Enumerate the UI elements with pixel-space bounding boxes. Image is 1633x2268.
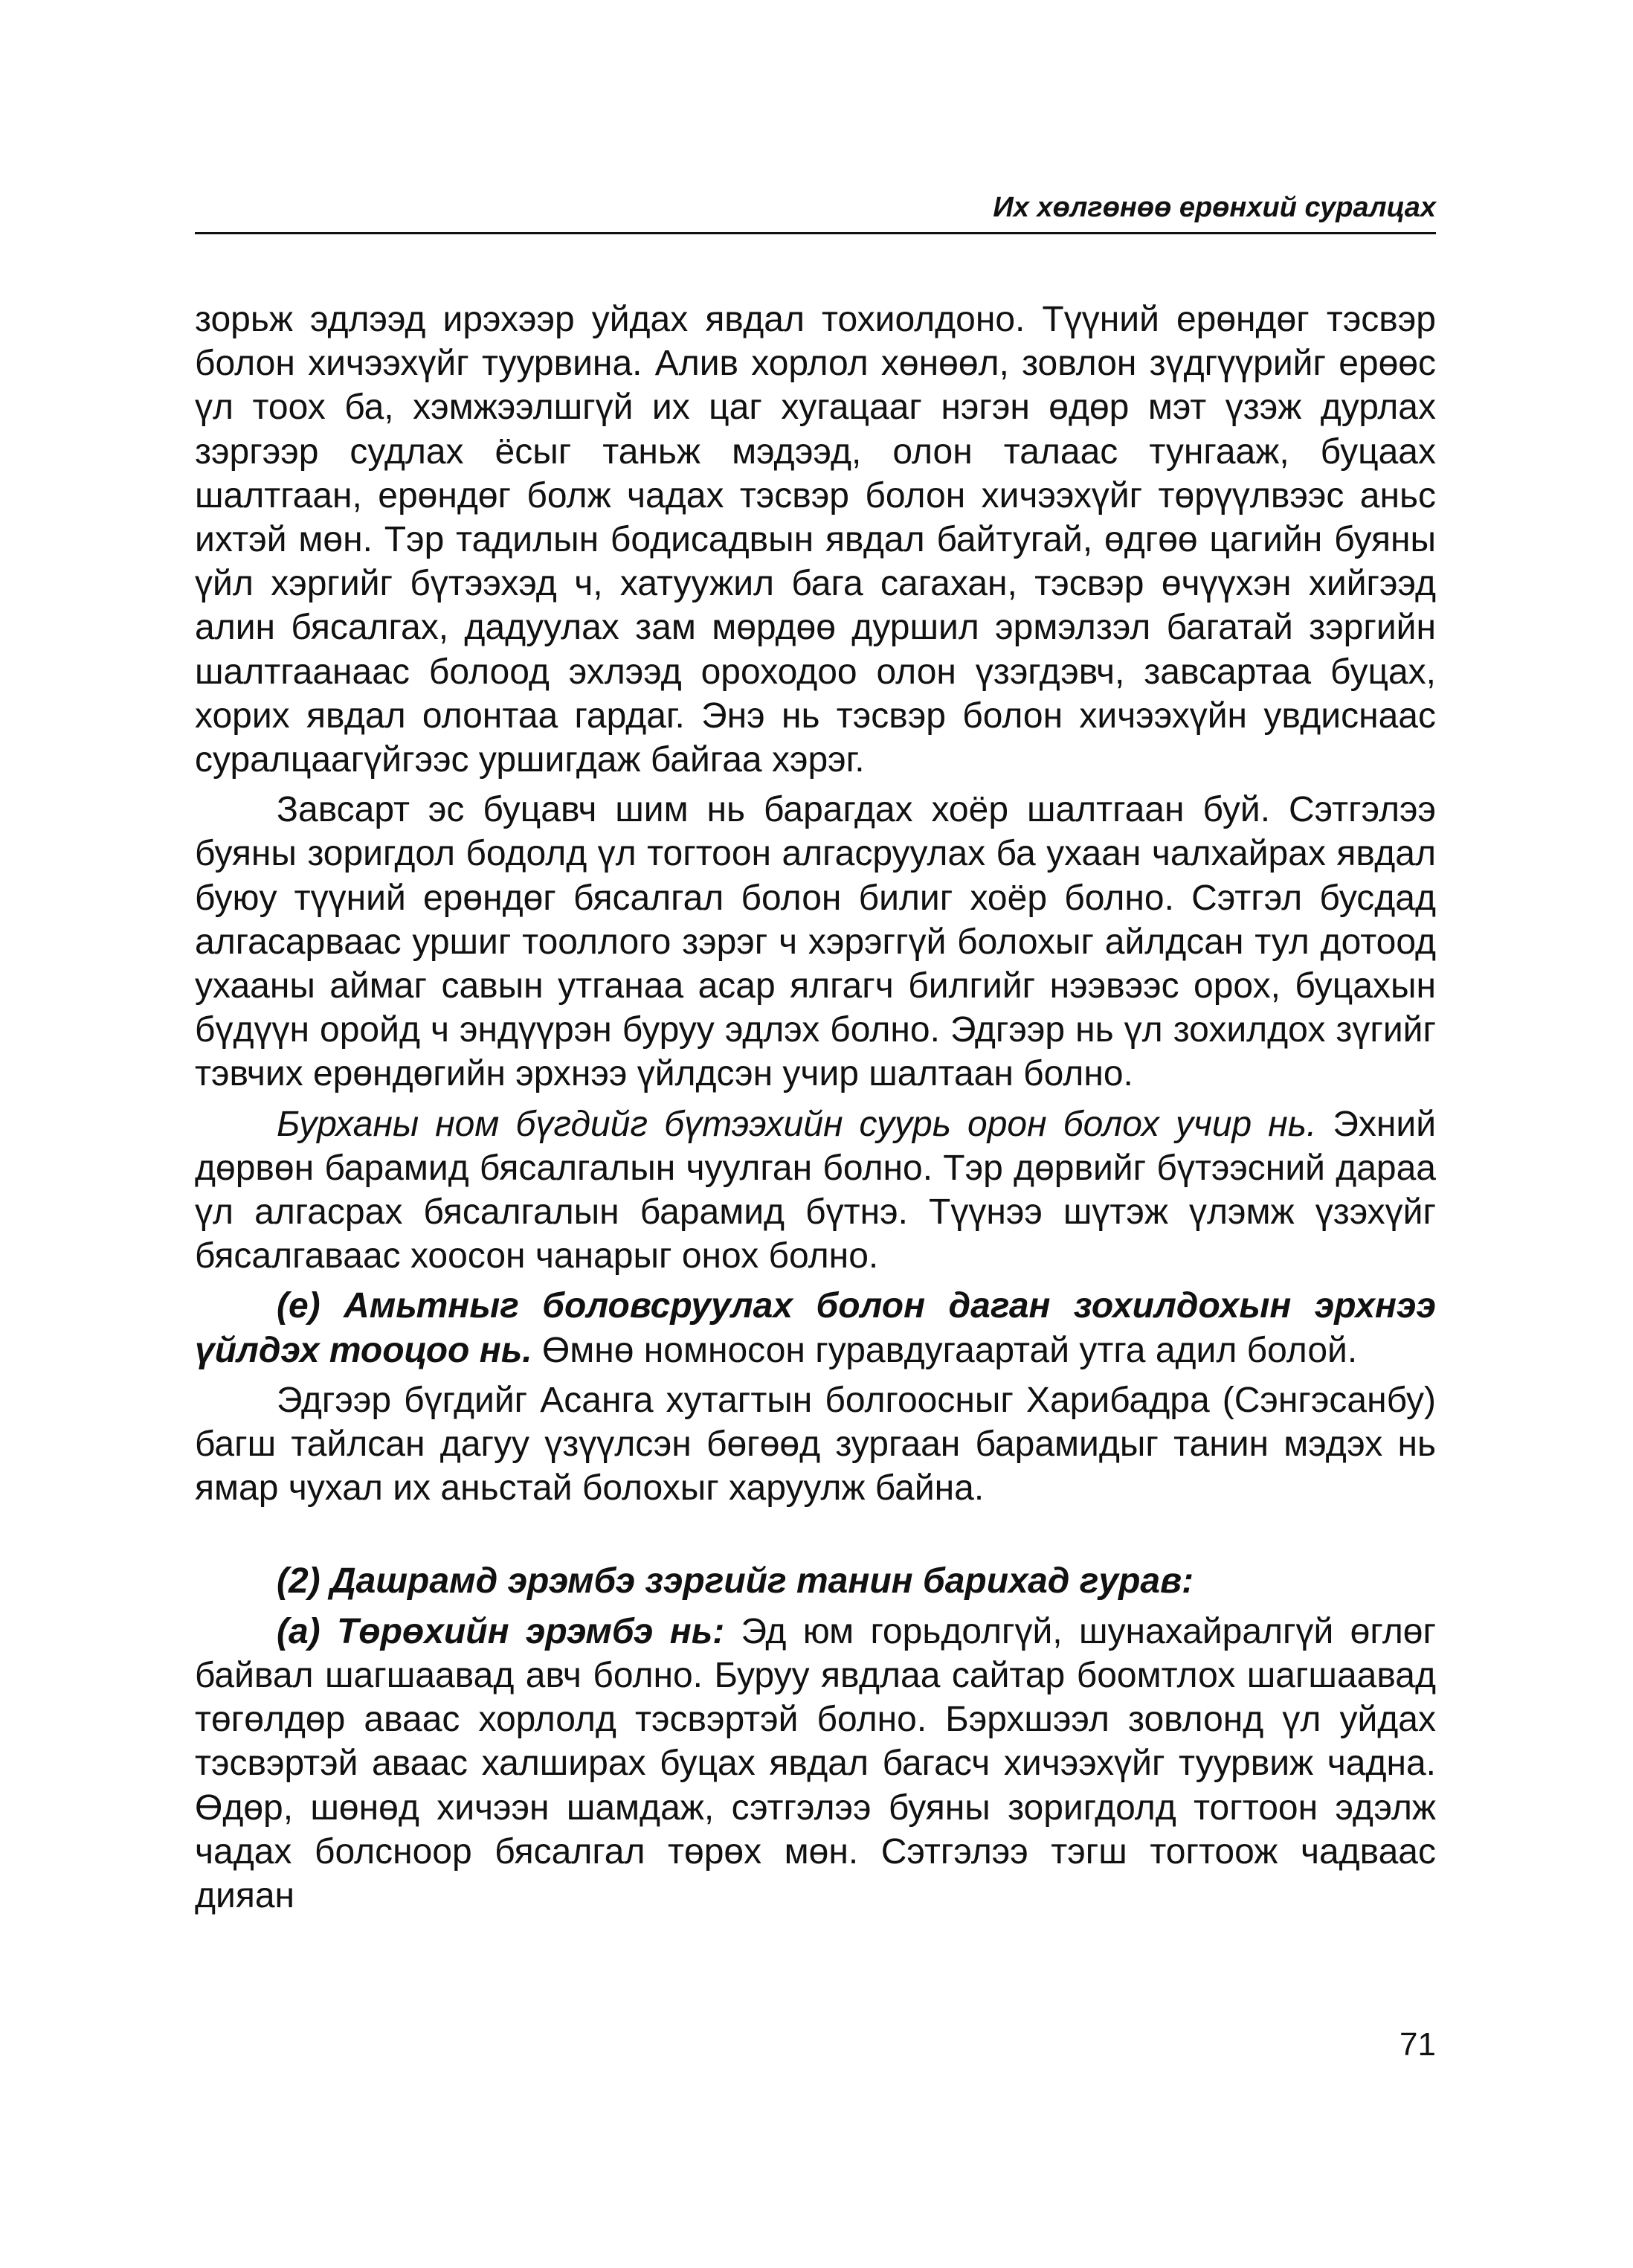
paragraph-1: зорьж эдлээд ирэхээр уйдах явдал тохиолдоно. Түүний ерөндөг тэсвэр болон хичээхүйг туурвина. Алив хорлол хөнөөл, зовлон зүдгүүрийг ерөөс үл тоох ба, хэмжээлшгүй их цаг хугацааг нэгэн өдөр мэт үзэж дурлах зэргээр судлах ёсыг таньж мэдээд, олон талаас тунгааж, буцаах шалтгаан, ерөндөг болж чадах тэсвэр болон хичээхүйг төрүүлвээс аньс ихтэй мөн. Тэр тадилын бодисадвын явдал байтугай, өдгөө цагийн буяны үйл хэргийг бүтээхэд ч, хатуужил бага сагахан, тэсвэр өчүүхэн хийгээд алин бясалгах, дадуулах зам мөрдөө дуршил эрмэлзэл багатай зэргийн шалтгаанаас болоод эхлээд ороходоо олон үзэгдэвч, завсартаа буцах, хорих явдал олонтаа гардаг. Энэ нь тэсвэр болон хичээхүйн увдиснаас суралцаагүйгээс уршигдаж байгаа хэрэг. xyxy=(195,300,1436,780)
paragraph-4-heading: (е) Амьтныг боловсруулах болон даган зохилдохын эрхнээ үйлдэх тооцоо нь. xyxy=(195,1286,1436,1370)
paragraph-3: Бурханы ном бүгдийг бүтээхийн суурь орон болох учир нь. Эхний дөрвөн барамид бясалгалын чуулган болно. Тэр дөрвийг бүтээсний дараа үл алгасрах бясалгалын барамид бүтнэ. Түүнээ шүтэж үлэмж үзэхүйг бясалгаваас хоосон чанарыг онох болно. xyxy=(195,1104,1437,1276)
page-body xyxy=(195,298,1436,1918)
section-heading xyxy=(195,1559,1436,1603)
section-heading-text: (2) Дашрамд эрэмбэ зэргийг танин барихад гурав: xyxy=(277,1561,1194,1602)
paragraph-7: (а) Төрөхийн эрэмбэ нь: Эд юм горьдолгүй, шунахайралгүй өглөг байвал шагшаавад авч болно. Буруу явдлаа сайтар боомтлох шагшаавад төгөлдөр аваас хорлолд тэсвэртэй болно. Бэрхшээл зовлонд үл уйдах тэсвэртэй аваас халширах буцах явдал багасч хичээхүйг туурвиж чадна. Өдөр, шөнөд хичээн шамдаж, сэтгэлээ буяны зоригдолд тогтоон эдэлж чадах болсноор бясалгал төрөх мөн. Сэтгэлээ тэгш тогтоож чадваас дияан xyxy=(195,1611,1437,1915)
paragraph-4: (е) Амьтныг боловсруулах болон даган зохилдохын эрхнээ үйлдэх тооцоо нь. Өмнө номносон гуравдугаартай утга адил болой. xyxy=(195,1286,1436,1370)
page-number: 71 xyxy=(1400,2026,1436,2063)
paragraph-2: Завсарт эс буцавч шим нь барагдах хоёр шалтгаан буй. Сэтгэлээ буяны зоригдол бодолд үл тогтоон алгасруулах ба ухаан чалхайрах явдал буюу түүний ерөндөг бясалгал болон билиг хоёр болно. Сэтгэл бусдад алгасарваас уршиг тооллого зэрэг ч хэрэггүй болохыг айлдсан тул дотоод ухааны аймаг савын утганаа асар ялгагч билгийг нээвээс орох, буцахын бүдүүн оройд ч эндүүрэн буруу эдлэх болно. Эдгээр нь үл зохилдох зүгийг тэвчих ерөндөгийн эрхнээ үйлдсэн учир шалтаан болно. xyxy=(195,790,1436,1094)
running-header xyxy=(195,187,1436,234)
paragraph-3-lead: Бурханы ном бүгдийг бүтээхийн суурь орон болох учир нь. xyxy=(277,1104,1317,1144)
paragraph-5: Эдгээр бүгдийг Асанга хутагтын болгоосныг Харибадра (Сэнгэсанбу) багш тайлсан дагуу үзүүлсэн бөгөөд зургаан барамидыг танин мэдэх нь ямар чухал их аньстай болохыг харуулж байна. xyxy=(195,1380,1436,1509)
running-header-title: Их хөлгөнөө ерөнхий суралцах xyxy=(993,192,1436,223)
paragraph-7-heading: (а) Төрөхийн эрэмбэ нь: xyxy=(277,1611,725,1651)
